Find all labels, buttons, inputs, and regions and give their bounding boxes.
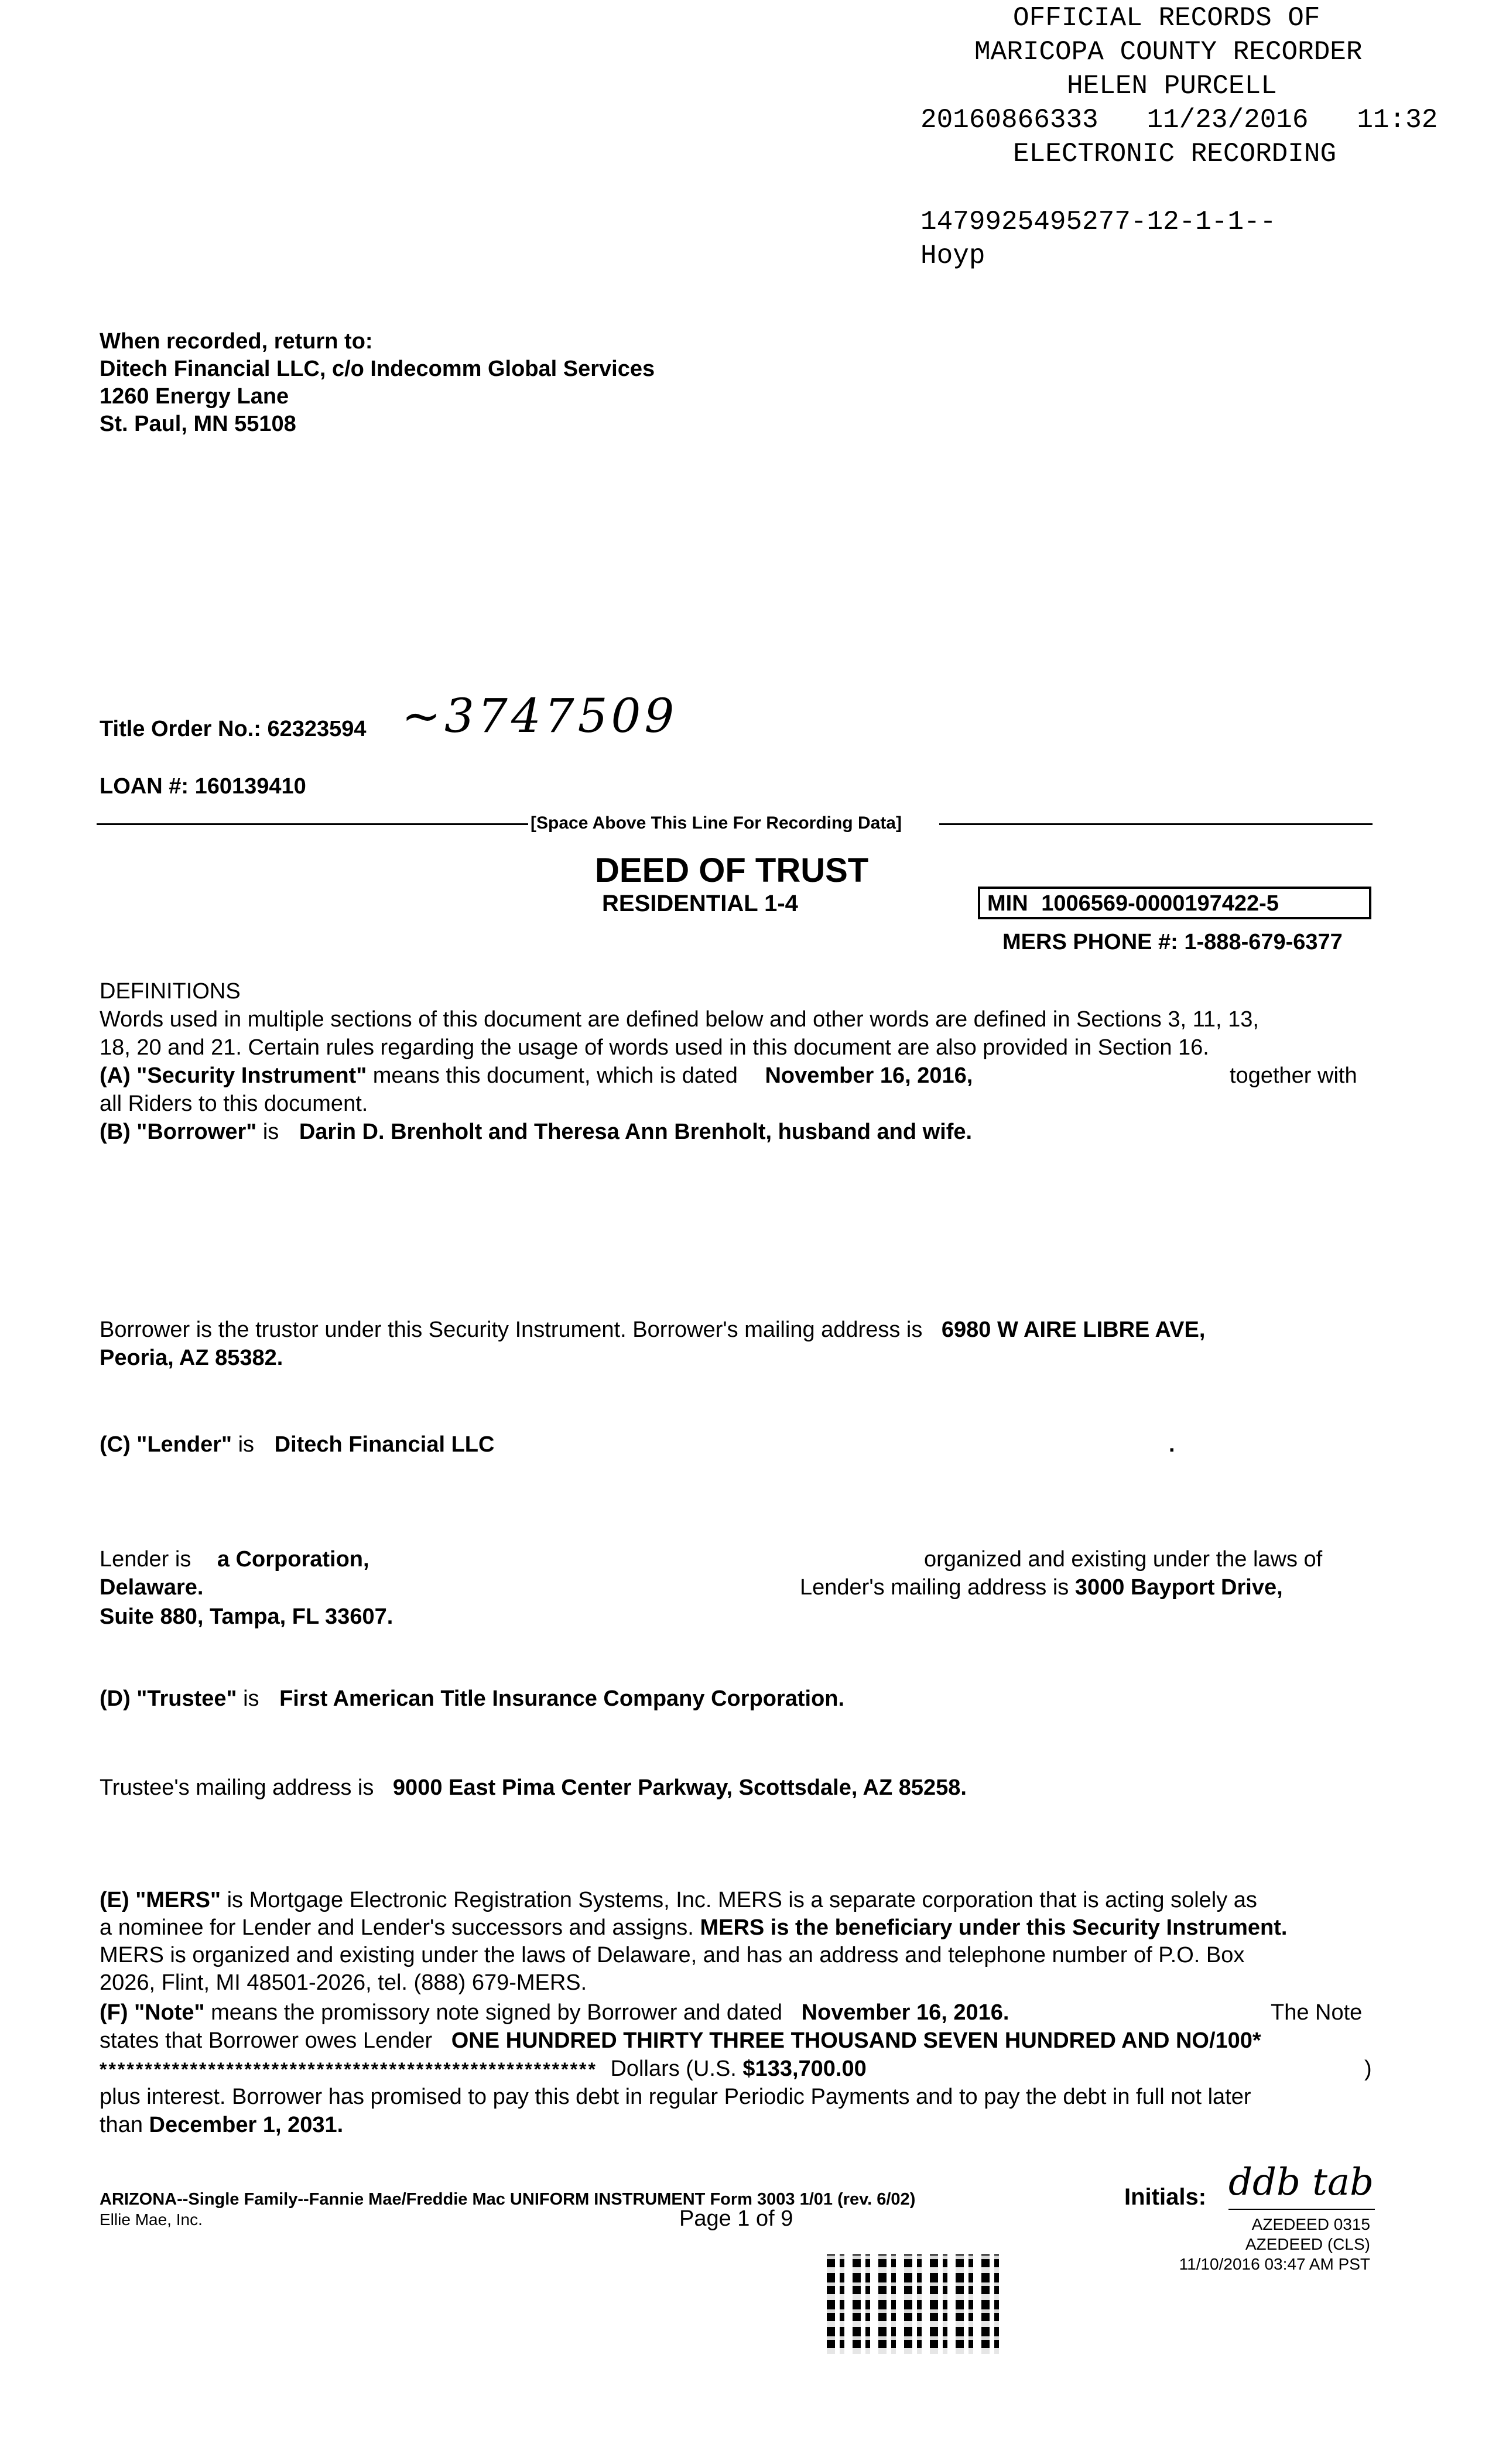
stamp-line: 20160866333 11/23/2016 11:32 — [920, 105, 1438, 135]
lender-mail-label: Lender's mailing address is — [800, 1575, 1069, 1600]
definition-a-line2: all Riders to this document. — [100, 1091, 368, 1116]
definition-e-line4: 2026, Flint, MI 48501-2026, tel. (888) 679-MERS. — [100, 1970, 587, 1995]
min-label: MIN — [987, 891, 1028, 916]
title-order-number: 62323594 — [267, 717, 367, 741]
footer-code-2: AZEDEED (CLS) — [1245, 2235, 1370, 2253]
return-to-block — [100, 328, 655, 438]
definition-e-line1 — [100, 1887, 1376, 1914]
stamp-line: MARICOPA COUNTY RECORDER — [974, 37, 1363, 67]
lender-address-2: Suite 880, Tampa, FL 33607. — [100, 1604, 393, 1629]
return-to-name: Ditech Financial LLC, c/o Indecomm Global Services — [100, 357, 655, 381]
borrower-trustor-text: Borrower is the trustor under this Security Instrument. Borrower's mailing address is — [100, 1317, 923, 1342]
definition-f-paren: ) — [1364, 2056, 1372, 2081]
definition-f-tail: The Note — [1271, 2000, 1363, 2025]
borrower-address-2: Peoria, AZ 85382. — [100, 1346, 283, 1370]
definition-f-label: (F) "Note" — [100, 2000, 205, 2025]
definition-e-label: (E) "MERS" — [100, 1888, 221, 1912]
dollars-label: Dollars (U.S. — [610, 2056, 737, 2081]
trustee-name: First American Title Insurance Company Corporation. — [279, 1686, 845, 1711]
initials-signature: ddb tab — [1228, 2161, 1374, 2204]
definition-e — [100, 1887, 1376, 1997]
footer-codes — [1148, 2215, 1370, 2274]
mers-phone: MERS PHONE #: 1-888-679-6377 — [1002, 930, 1343, 954]
loan-value: 160139410 — [194, 774, 306, 799]
footer-form: ARIZONA--Single Family--Fannie Mae/Freddie Mac UNIFORM INSTRUMENT Form 3003 1/01 (rev. 6/02) — [100, 2190, 916, 2209]
trustee-address: 9000 East Pima Center Parkway, Scottsdale, AZ 85258. — [392, 1775, 967, 1800]
definition-d-is: is — [243, 1686, 259, 1711]
definition-a-tail: together with — [1230, 1063, 1357, 1088]
definition-d-label: (D) "Trustee" — [100, 1686, 237, 1711]
lender-is: Lender is — [100, 1547, 191, 1572]
definition-f — [100, 1999, 1009, 2027]
borrower-trustor — [100, 1316, 1205, 1344]
trustee-mail-label: Trustee's mailing address is — [100, 1775, 374, 1800]
return-to-street: 1260 Energy Lane — [100, 384, 289, 409]
definition-f-line5 — [100, 2111, 343, 2139]
note-amount: $133,700.00 — [742, 2056, 867, 2081]
definition-c — [100, 1431, 494, 1459]
note-amount-words: ONE HUNDRED THIRTY THREE THOUSAND SEVEN HUNDRED AND NO/100* — [451, 2028, 1261, 2053]
min-box — [978, 887, 1371, 919]
definition-b-is: is — [262, 1120, 279, 1144]
maturity-date: December 1, 2031. — [149, 2113, 344, 2137]
definition-a-text: means this document, which is dated — [372, 1063, 738, 1088]
definition-a — [100, 1062, 1376, 1090]
trustee-mailing — [100, 1774, 967, 1802]
lender-address-1: 3000 Bayport Drive, — [1074, 1575, 1283, 1600]
definition-f-line2 — [100, 2027, 1261, 2055]
definitions-heading: DEFINITIONS — [100, 979, 241, 1004]
stamp-line: Hoyp — [920, 241, 985, 271]
definition-e-line2b: MERS is the beneficiary under this Security Instrument. — [700, 1915, 1288, 1940]
stars: ******************************************************* — [100, 2059, 597, 2080]
initials-underline — [1228, 2209, 1375, 2210]
lender-type-value: a Corporation, — [217, 1547, 369, 1572]
definition-b — [100, 1118, 972, 1146]
return-to-city: St. Paul, MN 55108 — [100, 412, 296, 436]
definitions-intro-1: Words used in multiple sections of this document are defined below and other words are defined in Sections 3, 11, 13, — [100, 1007, 1259, 1032]
divider-left — [97, 823, 528, 825]
title-order-handwritten: ~3747509 — [402, 689, 678, 743]
definition-c-label: (C) "Lender" — [100, 1432, 232, 1457]
definition-a-date: November 16, 2016, — [765, 1063, 973, 1088]
stamp-line: OFFICIAL RECORDS OF — [1013, 3, 1320, 33]
definition-f-line2a: states that Borrower owes Lender — [100, 2028, 433, 2053]
definition-d — [100, 1685, 844, 1713]
definition-f-text: means the promissory note signed by Borrower and dated — [211, 2000, 782, 2025]
definition-e-line2 — [100, 1914, 1376, 1942]
definitions-intro-2: 18, 20 and 21. Certain rules regarding the usage of words used in this document are also provided in Section 16. — [100, 1035, 1209, 1060]
lender-mailing — [800, 1574, 1283, 1601]
definition-c-is: is — [238, 1432, 255, 1457]
lender-org: organized and existing under the laws of — [924, 1547, 1323, 1572]
loan-number — [100, 773, 306, 800]
definition-c-dot: . — [1169, 1432, 1175, 1457]
definition-e-text: is Mortgage Electronic Registration Systems, Inc. MERS is a separate corporation that is acting solely as — [227, 1888, 1257, 1912]
initials-label: Initials: — [1124, 2184, 1207, 2210]
lender-type — [100, 1546, 369, 1573]
footer-timestamp: 11/10/2016 03:47 AM PST — [1179, 2255, 1370, 2273]
space-above-label: [Space Above This Line For Recording Data] — [531, 813, 902, 833]
footer-code-1: AZEDEED 0315 — [1251, 2215, 1370, 2233]
definition-e-line3: MERS is organized and existing under the laws of Delaware, and has an address and telephone number of P.O. Box — [100, 1943, 1245, 1967]
document-subtitle: RESIDENTIAL 1-4 — [602, 891, 798, 916]
definition-f-line3 — [100, 2055, 867, 2083]
stamp-line: ELECTRONIC RECORDING — [1013, 139, 1337, 169]
note-date: November 16, 2016. — [801, 2000, 1009, 2025]
stamp-line: HELEN PURCELL — [1067, 71, 1277, 101]
borrower-address-1: 6980 W AIRE LIBRE AVE, — [941, 1317, 1206, 1342]
stamp-line: 1479925495277-12-1-1-- — [920, 207, 1276, 237]
definition-a-label: (A) "Security Instrument" — [100, 1063, 367, 1088]
definition-f-than: than — [100, 2113, 143, 2137]
loan-label: LOAN #: — [100, 774, 189, 799]
recording-stamp — [913, 1, 1476, 273]
barcode-image — [827, 2254, 1002, 2354]
lender-state: Delaware. — [100, 1575, 204, 1600]
borrower-names: Darin D. Brenholt and Theresa Ann Brenholt, husband and wife. — [299, 1120, 973, 1144]
min-number: 1006569-0000197422-5 — [1041, 891, 1279, 916]
definition-e-line2a: a nominee for Lender and Lender's successors and assigns. — [100, 1915, 694, 1940]
return-to-heading: When recorded, return to: — [100, 329, 373, 354]
page-number: Page 1 of 9 — [679, 2206, 793, 2231]
document-title: DEED OF TRUST — [595, 851, 869, 889]
definition-b-label: (B) "Borrower" — [100, 1120, 257, 1144]
footer-vendor: Ellie Mae, Inc. — [100, 2210, 203, 2229]
title-order — [100, 716, 367, 743]
title-order-label: Title Order No.: — [100, 717, 261, 741]
lender-name: Ditech Financial LLC — [274, 1432, 495, 1457]
divider-right — [939, 823, 1373, 825]
definition-f-line4: plus interest. Borrower has promised to pay this debt in regular Periodic Payments and to pay the debt in full not later — [100, 2085, 1251, 2109]
